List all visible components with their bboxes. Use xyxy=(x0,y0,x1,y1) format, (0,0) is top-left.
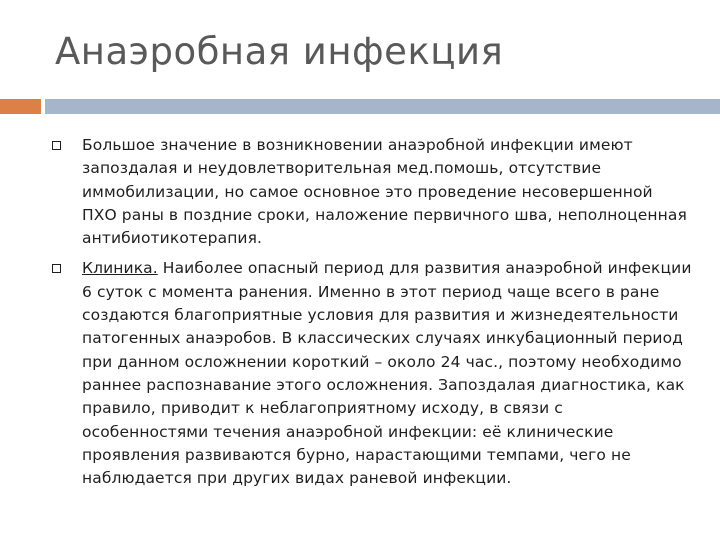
bullet-text-1: Большое значение в возникновении анаэробной инфекции имеют запоздалая и неудовлетворительная мед.помошь, отсутствие иммобилизации, но самое основное это проведение несовершенной ПХО раны в поздние сроки, наложение первичного шва, неполноценная антибиотикотерапия. xyxy=(82,136,687,248)
title-underline-bar xyxy=(45,99,720,114)
bullet-item-1 xyxy=(52,134,692,250)
square-bullet-icon xyxy=(52,141,61,150)
clinic-link[interactable]: Клиника. xyxy=(82,259,158,278)
bullet-list xyxy=(52,134,692,497)
slide-title: Анаэробная инфекция xyxy=(55,30,504,73)
square-bullet-icon xyxy=(52,264,61,273)
bullet-text-2: Наиболее опасный период для развития анаэробной инфекции 6 суток с момента ранения. Именно в этот период чаще всего в ране создаются благоприятные условия для развития и жизнедеятельности патогенных анаэробов. В классических случаях инкубационный период при данном осложнении короткий – около 24 час., поэтому необходимо раннее распознавание этого осложнения. Запоздалая диагностика, как правило, приводит к неблагоприятному исходу, в связи с особенностями течения анаэробной инфекции: её клинические проявления развиваются бурно, нарастающими темпами, чего не наблюдается при других видах раневой инфекции. xyxy=(82,259,692,488)
accent-bar xyxy=(0,99,41,114)
bullet-item-2 xyxy=(52,257,692,490)
